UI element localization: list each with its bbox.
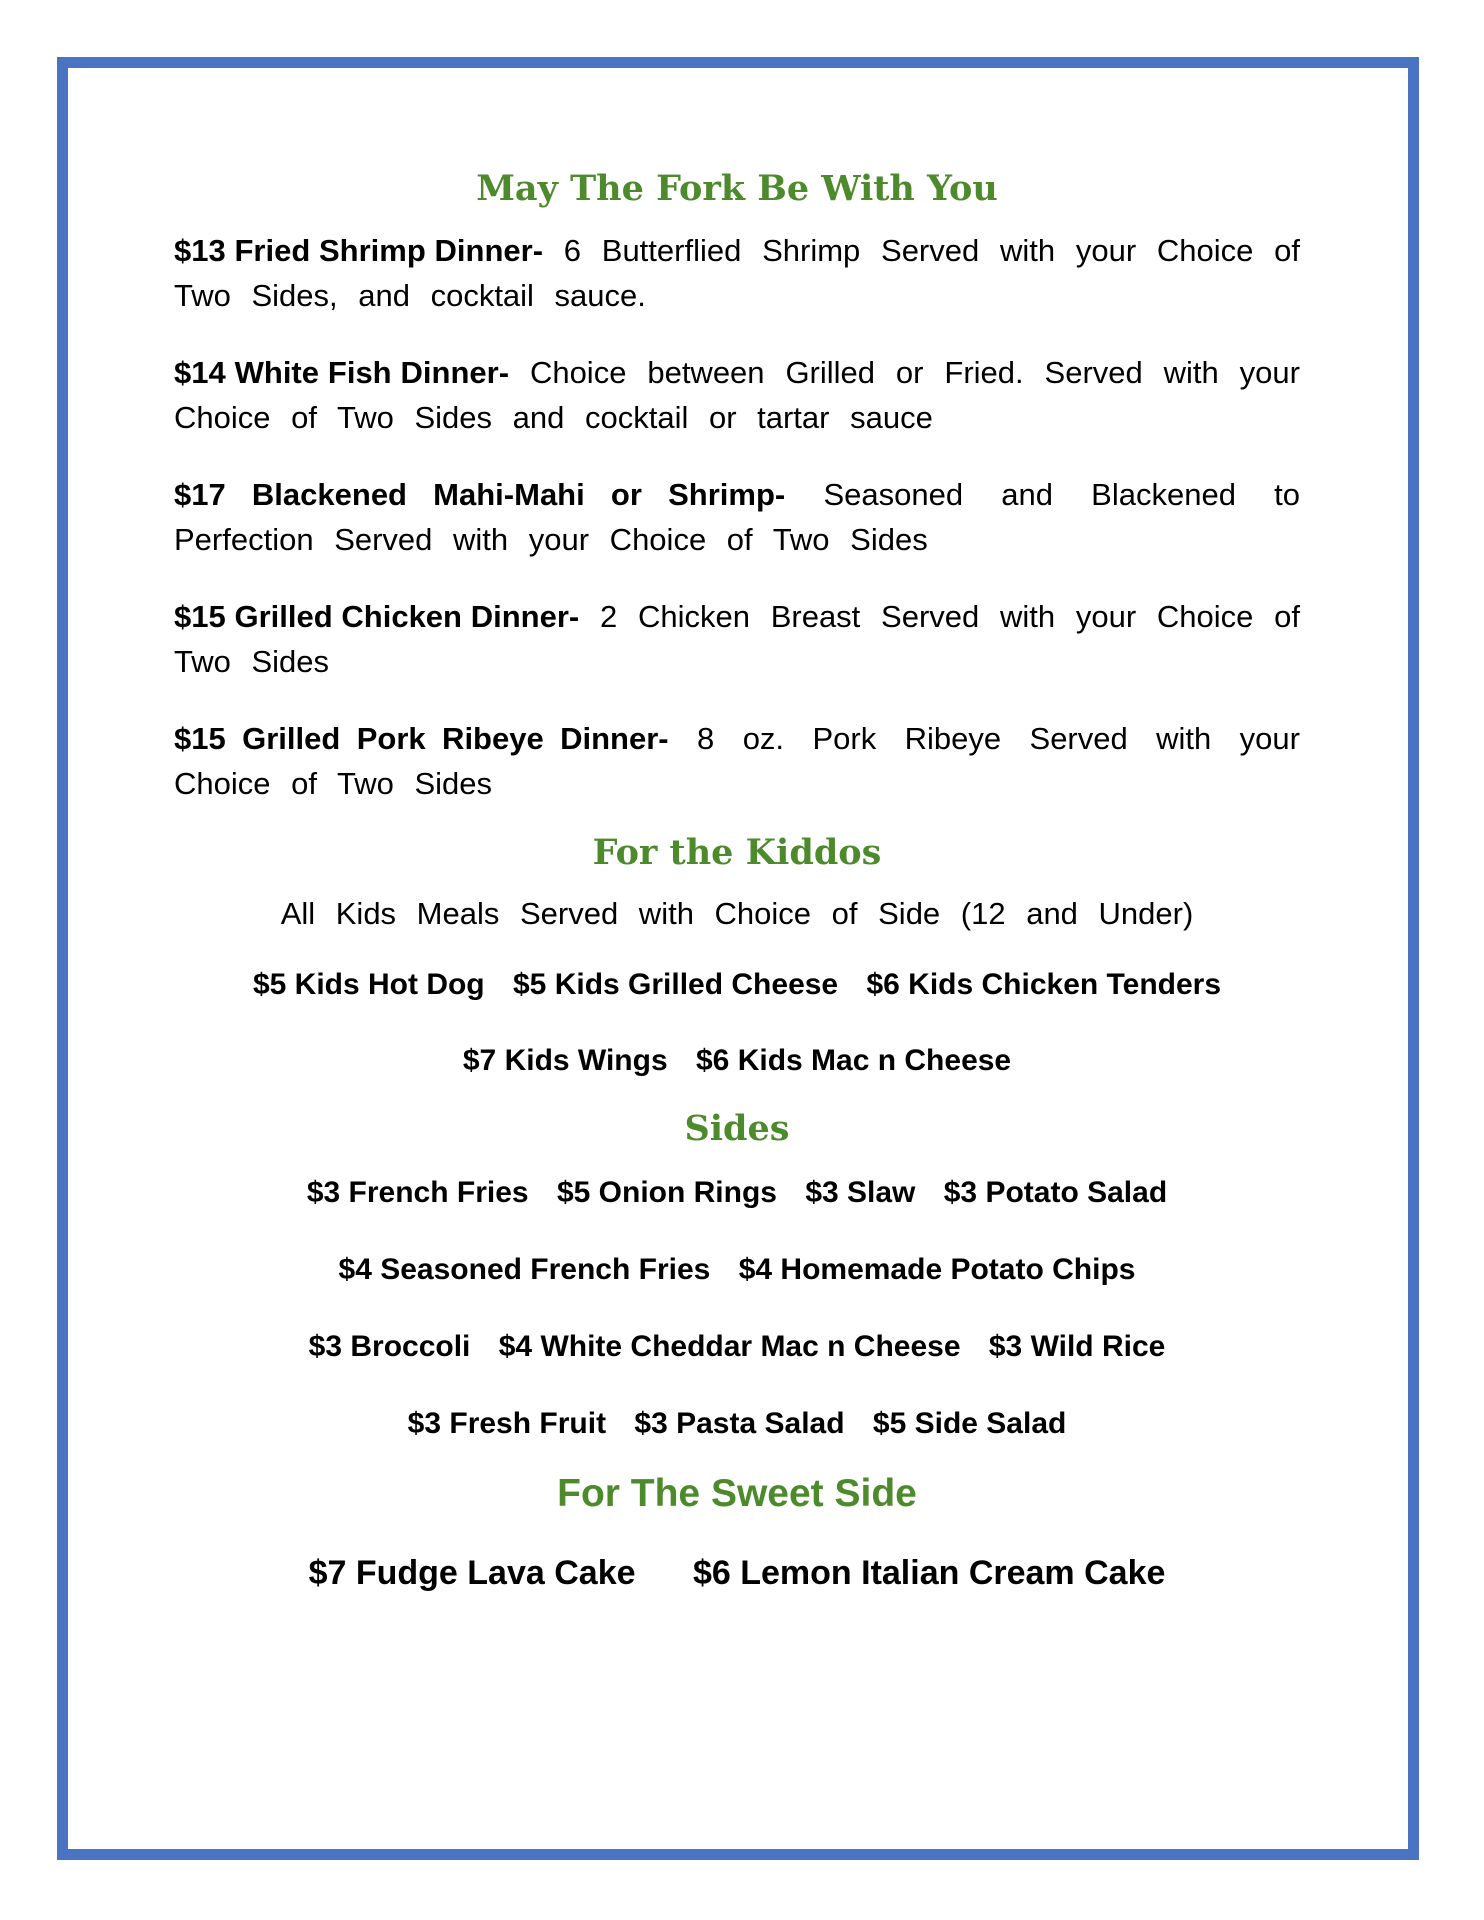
kids-item: $6 Kids Mac n Cheese — [695, 1044, 1012, 1077]
dessert-item: $6 Lemon Italian Cream Cake — [692, 1553, 1166, 1592]
kids-note: All Kids Meals Served with Choice of Side (12 and Under) — [280, 896, 1194, 931]
kids-item: $5 Kids Hot Dog — [252, 968, 485, 1001]
side-item: $3 Fresh Fruit — [407, 1407, 607, 1440]
sides-section-title: Sides — [684, 1108, 790, 1149]
kids-item: $6 Kids Chicken Tenders — [866, 968, 1222, 1001]
menu-item — [174, 716, 1300, 806]
side-item: $3 Wild Rice — [988, 1330, 1166, 1363]
main-section-title: May The Fork Be With You — [476, 168, 998, 209]
menu-item-description: 8 oz. Pork Ribeye Served with your Choice of Two Sides — [174, 721, 1300, 801]
menu-item-name: $14 White Fish Dinner- — [174, 355, 510, 390]
menu-item-description: 6 Butterflied Shrimp Served with your Choice of Two Sides, and cocktail sauce. — [174, 233, 1300, 313]
kids-item: $7 Kids Wings — [462, 1044, 668, 1077]
menu-item-name: $17 Blackened Mahi-Mahi or Shrimp- — [174, 477, 786, 512]
menu-item-description: Choice between Grilled or Fried. Served with your Choice of Two Sides and cocktail or tartar sauce — [174, 355, 1300, 435]
menu-item-description: 2 Chicken Breast Served with your Choice of Two Sides — [174, 599, 1300, 679]
menu-item — [174, 594, 1300, 684]
menu-item-name: $15 Grilled Chicken Dinner- — [174, 599, 580, 634]
kids-section-title: For the Kiddos — [592, 832, 882, 873]
side-item: $4 Homemade Potato Chips — [738, 1253, 1136, 1286]
side-item: $3 French Fries — [306, 1176, 529, 1209]
dessert-row — [174, 1554, 1300, 1593]
kids-item: $5 Kids Grilled Cheese — [512, 968, 839, 1001]
side-item: $3 Broccoli — [308, 1330, 471, 1363]
side-item: $5 Side Salad — [872, 1407, 1067, 1440]
menu-item-name: $13 Fried Shrimp Dinner- — [174, 233, 544, 268]
sides-row — [174, 1407, 1300, 1441]
menu-item — [174, 228, 1300, 318]
menu-item — [174, 350, 1300, 440]
menu-item-name: $15 Grilled Pork Ribeye Dinner- — [174, 721, 669, 756]
sides-row — [174, 1253, 1300, 1287]
side-item: $3 Pasta Salad — [634, 1407, 845, 1440]
sides-row — [174, 1330, 1300, 1364]
side-item: $3 Potato Salad — [943, 1176, 1168, 1209]
sides-row — [174, 1176, 1300, 1210]
menu-item-description: Seasoned and Blackened to Perfection Served with your Choice of Two Sides — [174, 477, 1300, 557]
side-item: $3 Slaw — [805, 1176, 916, 1209]
side-item: $4 White Cheddar Mac n Cheese — [498, 1330, 961, 1363]
dessert-item: $7 Fudge Lava Cake — [308, 1553, 636, 1592]
menu-item — [174, 472, 1300, 562]
kids-row — [174, 968, 1300, 1002]
side-item: $4 Seasoned French Fries — [338, 1253, 711, 1286]
menu-content — [174, 168, 1300, 1593]
dessert-section-title: For The Sweet Side — [557, 1472, 917, 1515]
kids-row — [174, 1044, 1300, 1078]
side-item: $5 Onion Rings — [556, 1176, 777, 1209]
